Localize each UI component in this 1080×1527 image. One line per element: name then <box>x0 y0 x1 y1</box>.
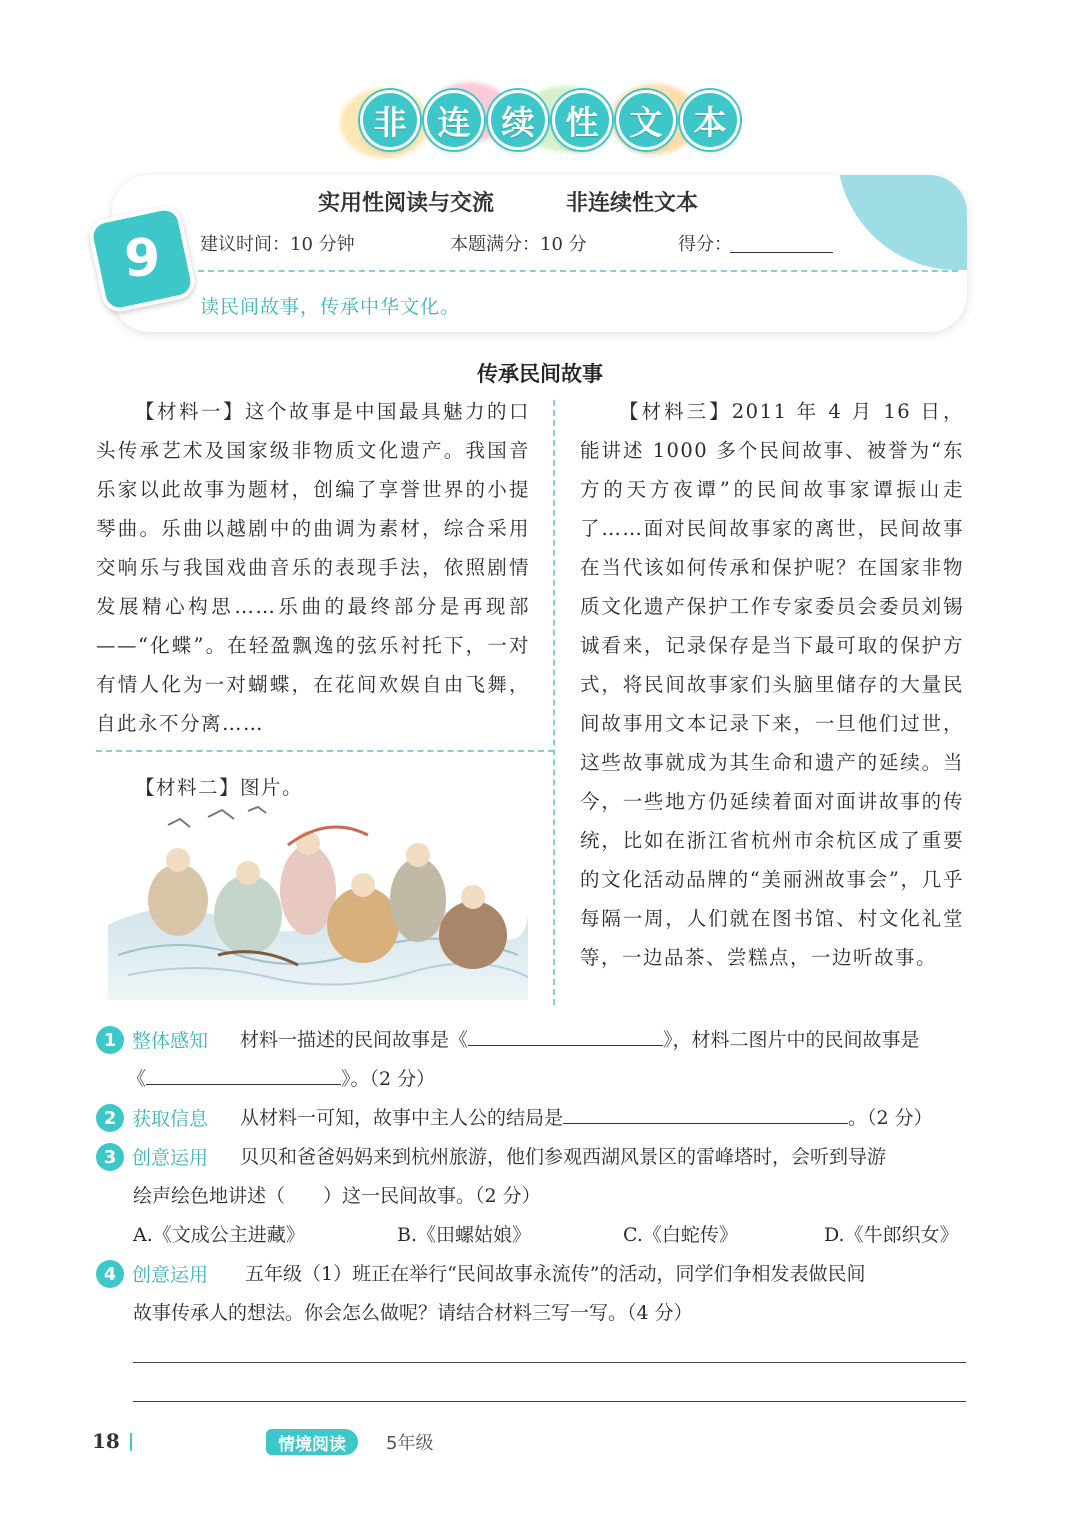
question-1-line-1 <box>240 1021 970 1060</box>
option-c[interactable]: C.《白蛇传》 <box>623 1224 738 1246</box>
question-number-1: 1 <box>96 1026 124 1054</box>
score-label: 得分： <box>678 234 732 255</box>
page-number-bar <box>130 1433 132 1451</box>
article-title: 传承民间故事 <box>477 362 603 386</box>
question-1-line-2 <box>127 1060 435 1099</box>
title-char: 本 <box>680 90 740 150</box>
option-d[interactable]: D.《牛郎织女》 <box>824 1224 959 1246</box>
question-tag-3: 创意运用 <box>132 1147 209 1169</box>
exercise-number-badge <box>86 203 197 314</box>
question-3-line-2: 绘声绘色地讲述（ ）这一民间故事。（2 分） <box>133 1185 541 1207</box>
option-b[interactable]: B.《田螺姑娘》 <box>397 1224 532 1246</box>
title-char: 续 <box>488 90 548 150</box>
full-score: 本题满分：10 分 <box>450 234 587 255</box>
material-one: 【材料一】这个故事是中国最具魅力的口头传承艺术及国家级非物质文化遗产。我国音乐家以此故事为题材，创编了享誉世界的小提琴曲。乐曲以越剧中的曲调为素材，综合采用交响乐与我国戏曲音乐的表现手法，依照剧情发展精心构思……乐曲的最终部分是再现部——“化蝶”。在轻盈飘逸的弦乐衬托下，一对有情人化为一对蝴蝶，在花间欢娱自由飞舞，自此永不分离…… <box>96 400 530 735</box>
material-three: 【材料三】2011 年 4 月 16 日，能讲述 1000 多个民间故事、被誉为“东方的天方夜谭”的民间故事家谭振山走了……面对民间故事家的离世，民间故事在当代该如何传承和保护呢？在国家非物质文化遗产保护工作专家委员会委员刘锡诚看来，记录保存是当下最可取的保护方式，将民间故事家们头脑里储存的大量民间故事用文本记录下来，一旦他们过世，这些故事就成为其生命和遗产的延续。当今，一些地方仍延续着面对面讲故事的传统，比如在浙江省杭州市余杭区成了重要的文化活动品牌的“美丽洲故事会”，几乎每隔一周，人们就在图书馆、村文化礼堂等，一边品茶、尝糕点，一边听故事。 <box>580 400 964 969</box>
series-tag: 情境阅读 <box>266 1429 358 1455</box>
answer-line-2[interactable] <box>133 1401 966 1402</box>
question-1-text-d: 》。（2 分） <box>341 1068 436 1090</box>
exercise-number: 9 <box>123 229 161 289</box>
question-4-line-2: 故事传承人的想法。你会怎么做呢？请结合材料三写一写。（4 分） <box>133 1302 693 1324</box>
question-number-3: 3 <box>96 1143 124 1171</box>
title-char: 连 <box>424 90 484 150</box>
question-2-text-b: 。（2 分） <box>848 1107 933 1129</box>
column-divider-vertical <box>553 400 555 1005</box>
grade-label: 5年级 <box>386 1433 434 1454</box>
question-tag-4: 创意运用 <box>132 1264 209 1286</box>
header-title-left: 实用性阅读与交流 <box>318 191 495 216</box>
title-characters <box>360 90 740 150</box>
column-divider-horizontal <box>96 750 554 752</box>
answer-line-1[interactable] <box>133 1362 966 1363</box>
question-number-2: 2 <box>96 1104 124 1132</box>
option-a[interactable]: A.《文成公主进藏》 <box>133 1224 305 1246</box>
header-title-right: 非连续性文本 <box>566 191 699 216</box>
question-number-4: 4 <box>96 1260 124 1288</box>
suggested-time: 建议时间：10 分钟 <box>200 234 355 255</box>
title-char: 文 <box>616 90 676 150</box>
question-tag-1: 整体感知 <box>132 1030 209 1052</box>
card-corner-decoration <box>837 175 967 270</box>
page-number: 18 <box>92 1429 120 1453</box>
question-2-line <box>240 1099 933 1138</box>
title-char: 性 <box>552 90 612 150</box>
question-4-line-1: 五年级（1）班正在举行“民间故事永流传”的活动，同学们争相发表做民间 <box>245 1263 866 1285</box>
folk-story-painting <box>108 805 528 1000</box>
question-3-line-1: 贝贝和爸爸妈妈来到杭州旅游，他们参观西湖风景区的雷峰塔时，会听到导游 <box>240 1146 887 1168</box>
header-divider <box>198 270 958 272</box>
score-input-line[interactable] <box>730 252 833 253</box>
material-two: 【材料二】图片。 <box>135 776 304 799</box>
answer-blank-2[interactable] <box>563 1101 848 1124</box>
question-1-text-a: 材料一描述的民间故事是《 <box>240 1029 469 1051</box>
question-1-text-b: 》，材料二图片中的民间故事是 <box>663 1029 920 1051</box>
title-char: 非 <box>360 90 420 150</box>
answer-blank-1a[interactable] <box>468 1023 663 1046</box>
question-tag-2: 获取信息 <box>132 1108 209 1130</box>
answer-blank-1b[interactable] <box>146 1062 341 1085</box>
question-1-text-c: 《 <box>127 1068 147 1090</box>
question-2-text-a: 从材料一可知，故事中主人公的结局是 <box>240 1107 564 1129</box>
header-motto: 读民间故事，传承中华文化。 <box>200 296 461 318</box>
